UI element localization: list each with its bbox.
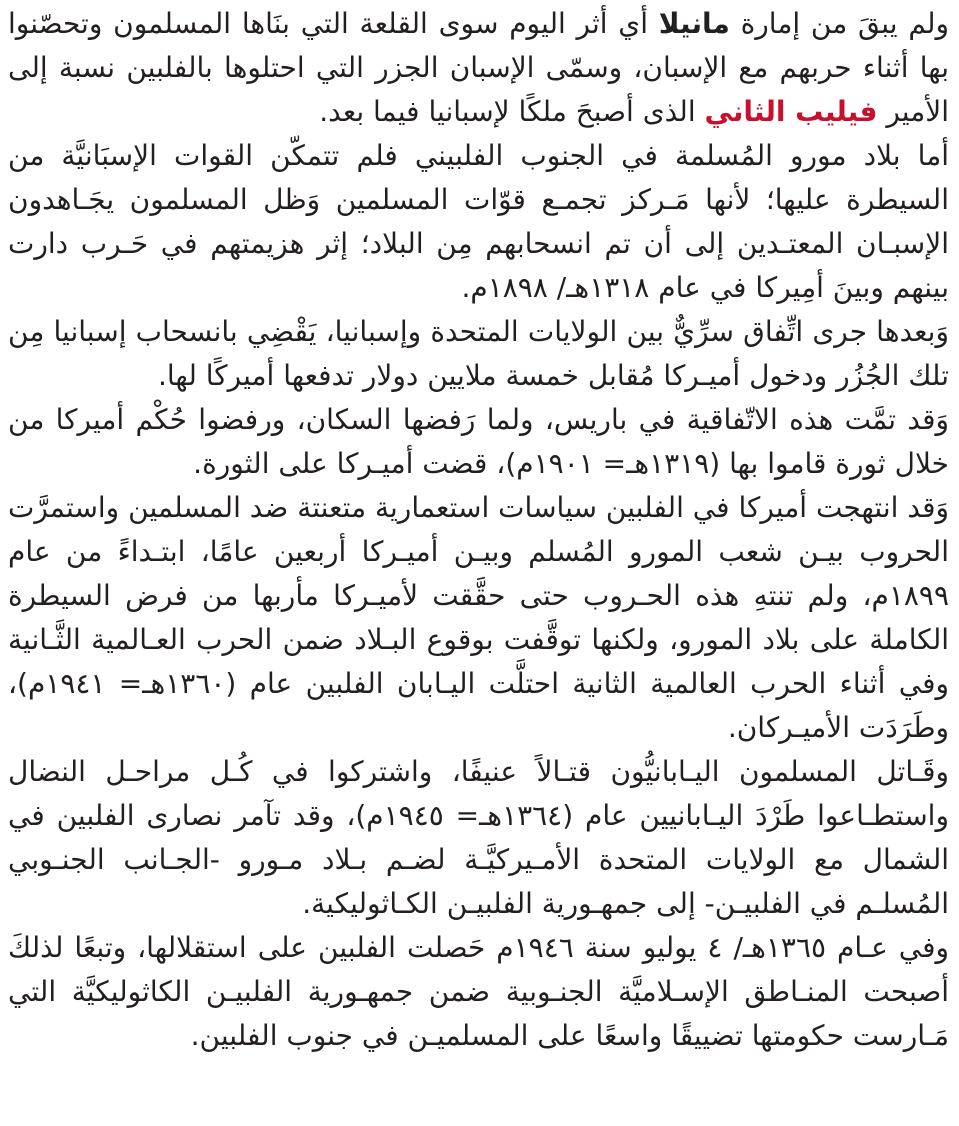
philip-ii-highlight: فيليب الثاني [704,95,878,128]
paragraph-japanese-war: وقَـاتل المسلمون اليـابانيُّون قتـالاً عنيفًا، واشتركوا في كُـل مراحـل النضال واستطـاعوا طَرْدَ اليـابانيين عام (١٣٦٤هـ= ١٩٤٥م)، وقد تآمر نصارى الفلبين في الشمال مع الولايات المتحدة الأمـيركيَّـة لضـم بـلاد مـورو -الجـانب الجنـوبي المُسلـم في الفلبيـن- إلى جمهـورية الفلبيـن الكـاثوليكية. [8,755,949,920]
paragraph-manila [8,2,949,134]
paragraph-independence: وفي عـام ١٣٦٥هـ/ ٤ يوليو سنة ١٩٤٦م حَصلت الفلبين على استقلالها، وتبعًا لذلكَ أصبحت المنـاطق الإسـلاميَّة الجنـوبية ضمن جمهـورية الفلبيـن الكاثوليكيَّة التي مَـارست حكومتها تضييقًا واسعًا على المسلميـن في جنوب الفلبين. [8,931,950,1052]
paragraph-paris-treaty: وَقد تمَّت هذه الاتّفاقية في باريس، ولما رَفضها السكان، ورفضوا حُكْم أميركا من خلال ثورة قاموا بها (١٣١٩هـ= ١٩٠١م)، قضت أميـركا على الثورة. [8,403,949,480]
paragraph-text: أي أثر اليوم سوى القلعة التي بنَاها المسلمون وتحصّنوا بها أثناء حربهم مع الإسبان، وسمّى الإسبان الجزر التي احتلوها بالفلبين نسبة إلى الأمير [8,7,949,128]
manila-bold-term: مانيلا [658,7,730,40]
paragraph-moro-south: أما بلاد مورو المُسلمة في الجنوب الفلبيني فلم تتمكّن القوات الإسبَانيَّة من السيطرة عليها؛ لأنها مَـركز تجمـع قوّات المسلمين وَظل المسلمون يجَـاهدون الإسبـان المعتـدين إلى أن تم انسحابهم مِن البلاد؛ إثر هزيمتهم في حَـرب دارت بينهم وبينَ أمِيركا في عام ١٣١٨هـ/ ١٨٩٨م. [8,139,949,304]
paragraph-american-policy: وَقد انتهجت أميركا في الفلبين سياسات استعمارية متعنتة ضد المسلمين واستمرَّت الحروب بيـن شعب المورو المُسلم وبيـن أميـركا أربعين عامًا، ابتـداءً من عام ١٨٩٩م، ولم تنتهِ هذه الحـروب حتى حقَّقت لأميـركا مأربها من فرض السيطرة الكاملة على بلاد المورو، ولكنها توقَّفت بوقوع البـلاد ضمن الحرب العـالمية الثَّـانية وفي أثناء الحرب العالمية الثانية احتلَّت اليـابان الفلبين عام (١٣٦٠هـ= ١٩٤١م)، وطَرَدَت الأميـركان. [8,491,949,744]
paragraph-text: ولم يبقَ من إمارة [729,7,950,40]
paragraph-text: الذى أصبحَ ملكًا لإسبانيا فيما بعد. [319,95,705,128]
paragraph-secret-agreement: وَبعدها جرى اتِّفاق سرِّيٌّ بين الولايات المتحدة وإسبانيا، يَقْضِي بانسحاب إسبانيا مِن تلك الجُزُر ودخول أميـركا مُقابل خمسة ملايين دولار تدفعها أميركًا لها. [8,315,949,392]
